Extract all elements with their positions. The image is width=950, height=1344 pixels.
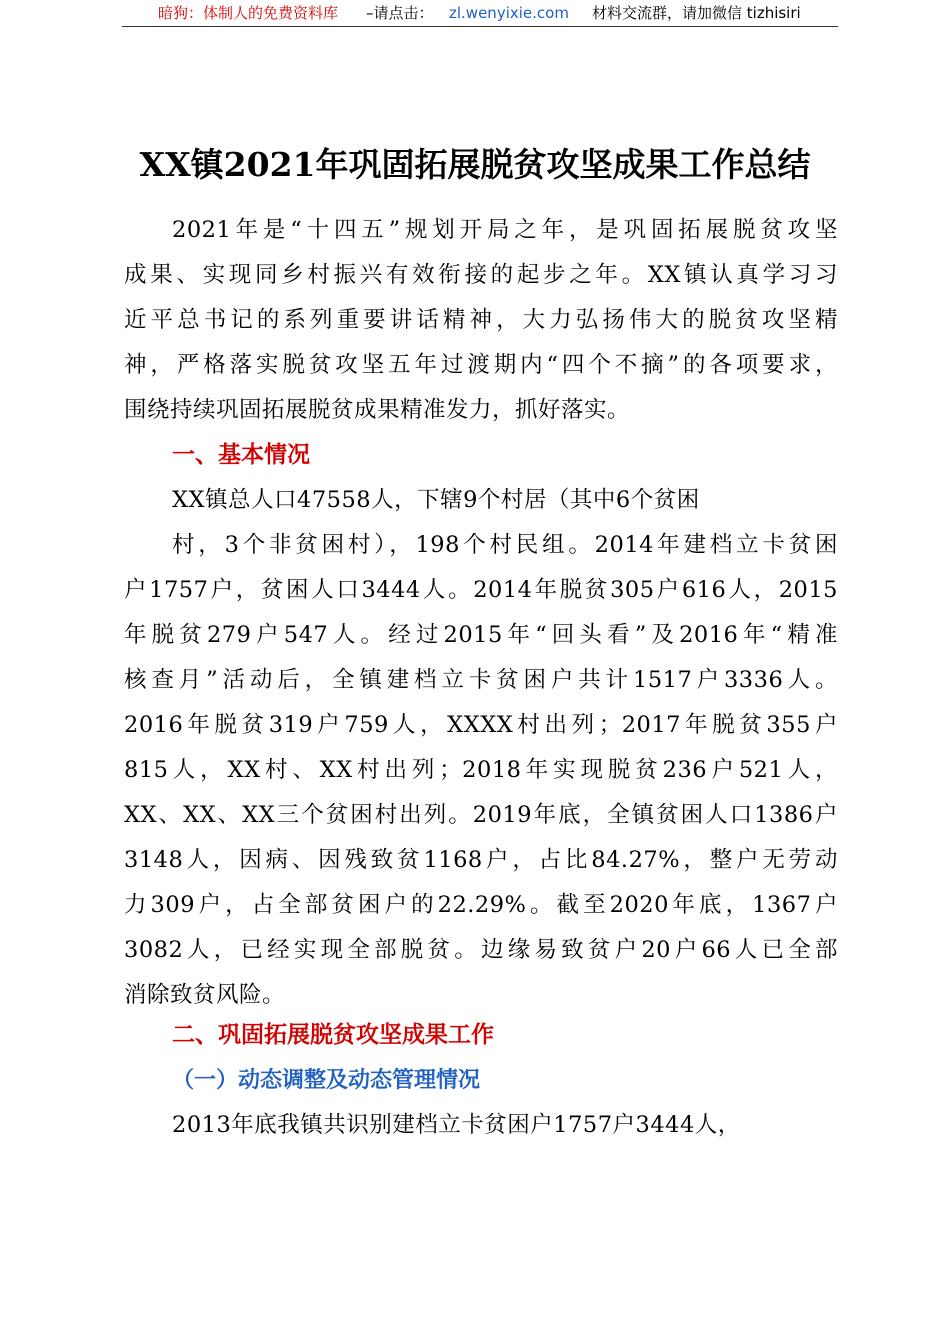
paragraph-line: XX镇总人口47558人，下辖9个村居（其中6个贫困 bbox=[172, 487, 700, 513]
header-url-link[interactable]: zl.wenyixie.com bbox=[449, 4, 569, 22]
paragraph-line: 2021年是“十四五”规划开局之年，是巩固拓展脱贫攻坚 bbox=[172, 217, 838, 243]
header-group-text: 材料交流群，请加微信 tizhisiri bbox=[592, 4, 801, 22]
paragraph-line: 3148人，因病、因残致贫1168户，占比84.27%，整户无劳动 bbox=[124, 847, 838, 873]
paragraph-line: 围绕持续巩固拓展脱贫成果精准发力，抓好落实。 bbox=[124, 397, 631, 423]
paragraph-line: 成果、实现同乡村振兴有效衔接的起步之年。XX镇认真学习习 bbox=[124, 262, 838, 288]
paragraph-line: 村，3个非贫困村），198个村民组。2014年建档立卡贫困 bbox=[172, 532, 838, 558]
page-header bbox=[122, 0, 838, 27]
basic-info-paragraph bbox=[124, 478, 838, 1018]
paragraph-line: 2016年脱贫319户759人，XXXX村出列；2017年脱贫355户 bbox=[124, 712, 838, 738]
header-promo-text: 暗狗：体制人的免费资料库 bbox=[158, 4, 339, 22]
intro-paragraph bbox=[124, 208, 838, 433]
section-heading-consolidation: 二、巩固拓展脱贫攻坚成果工作 bbox=[172, 1022, 494, 1048]
paragraph-line: 近平总书记的系列重要讲话精神，大力弘扬伟大的脱贫攻坚精 bbox=[124, 307, 838, 333]
paragraph-line: XX、XX、XX三个贫困村出列。2019年底，全镇贫困人口1386户 bbox=[124, 802, 838, 828]
paragraph-line: 2013年底我镇共识别建档立卡贫困户1757户3444人， bbox=[172, 1112, 741, 1138]
paragraph-line: 消除致贫风险。 bbox=[124, 982, 286, 1008]
paragraph-line: 815人，XX村、XX村出列；2018年实现脱贫236户521人， bbox=[124, 757, 838, 783]
paragraph-line: 核查月”活动后，全镇建档立卡贫困户共计1517户3336人。 bbox=[124, 667, 838, 693]
header-click-prompt: –请点击： bbox=[366, 4, 434, 22]
paragraph-line: 3082人，已经实现全部脱贫。边缘易致贫户20户66人已全部 bbox=[124, 937, 838, 963]
subsection-heading-dynamic: （一）动态调整及动态管理情况 bbox=[172, 1068, 481, 1093]
paragraph-line: 户1757户，贫困人口3444人。2014年脱贫305户616人，2015 bbox=[124, 577, 838, 603]
document-title: XX镇2021年巩固拓展脱贫攻坚成果工作总结 bbox=[139, 145, 811, 184]
paragraph-line: 年脱贫279户547人。经过2015年“回头看”及2016年“精准 bbox=[124, 622, 838, 648]
dynamic-management-paragraph bbox=[124, 1103, 838, 1148]
paragraph-line: 神，严格落实脱贫攻坚五年过渡期内“四个不摘”的各项要求， bbox=[124, 352, 838, 378]
section-heading-basic: 一、基本情况 bbox=[172, 442, 310, 468]
paragraph-line: 力309户，占全部贫困户的22.29%。截至2020年底，1367户 bbox=[124, 892, 838, 918]
